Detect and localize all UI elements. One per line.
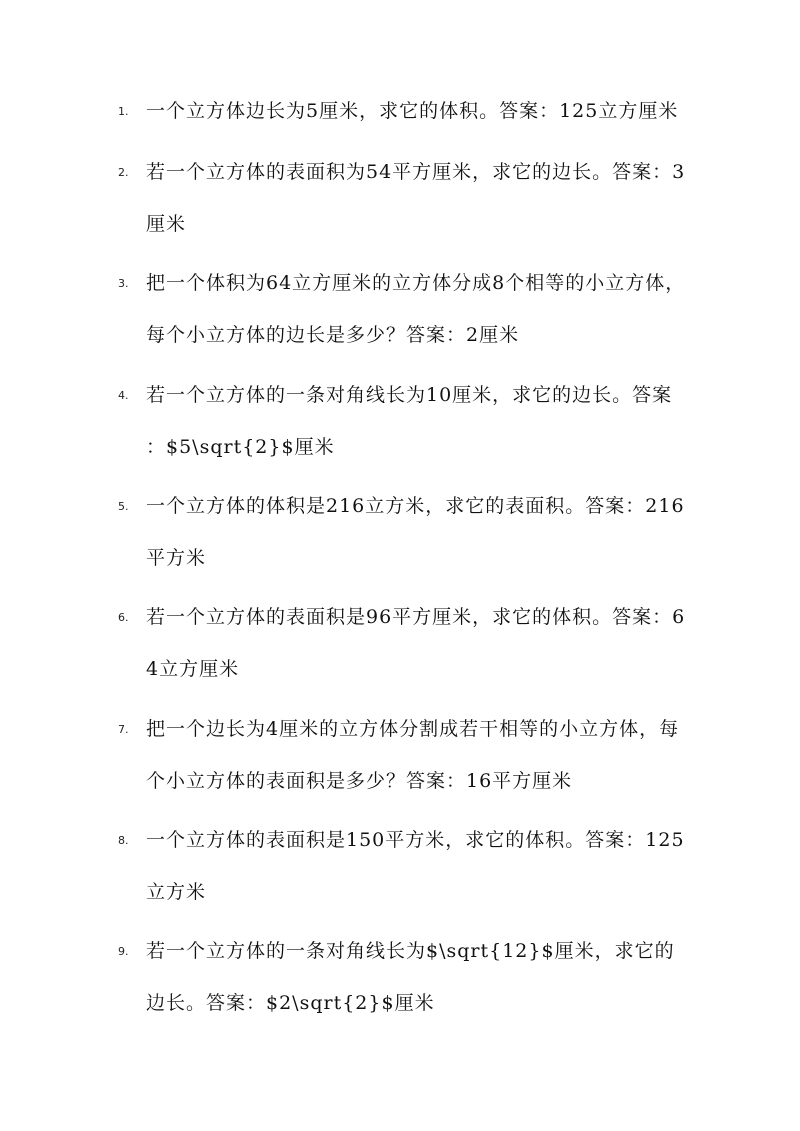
question-text-line: 若一个立方体的表面积为54平方厘米，求它的边长。答案：3 [146, 161, 686, 183]
question-text-line: 一个立方体的体积是216立方米，求它的表面积。答案：216 [146, 495, 685, 517]
question-text-line: 把一个体积为64立方厘米的立方体分成8个相等的小立方体， [146, 272, 686, 294]
question-text-line: 若一个立方体的表面积是96平方厘米，求它的体积。答案：6 [146, 606, 686, 628]
question-text-line: 一个立方体的表面积是150平方米，求它的体积。答案：125 [146, 829, 685, 851]
question-number: 8. [118, 834, 129, 847]
question-number: 2. [118, 166, 129, 179]
question-number: 5. [118, 500, 129, 513]
question-text-line: ：$5\sqrt{2}$厘米 [146, 436, 335, 458]
question-number: 3. [118, 277, 129, 290]
question-text-line: 立方米 [146, 881, 207, 903]
question-text-line: 平方米 [146, 547, 207, 569]
question-text-line: 4立方厘米 [146, 658, 240, 680]
question-text-line: 一个立方体边长为5厘米，求它的体积。答案：125立方厘米 [146, 100, 679, 122]
question-text-line: 若一个立方体的一条对角线长为$\sqrt{12}$厘米，求它的 [146, 940, 675, 962]
question-number: 6. [118, 611, 129, 624]
question-text-line: 厘米 [146, 213, 187, 235]
question-text-line: 把一个边长为4厘米的立方体分割成若干相等的小立方体，每 [146, 718, 680, 740]
question-text-line: 若一个立方体的一条对角线长为10厘米，求它的边长。答案 [146, 384, 673, 406]
question-number: 9. [118, 945, 129, 958]
question-text-line: 边长。答案：$2\sqrt{2}$厘米 [146, 992, 435, 1014]
question-number: 4. [118, 389, 129, 402]
question-number: 7. [118, 723, 129, 736]
question-text-line: 每个小立方体的边长是多少？答案：2厘米 [146, 324, 520, 346]
question-text-line: 个小立方体的表面积是多少？答案：16平方厘米 [146, 770, 573, 792]
question-number: 1. [118, 105, 129, 118]
